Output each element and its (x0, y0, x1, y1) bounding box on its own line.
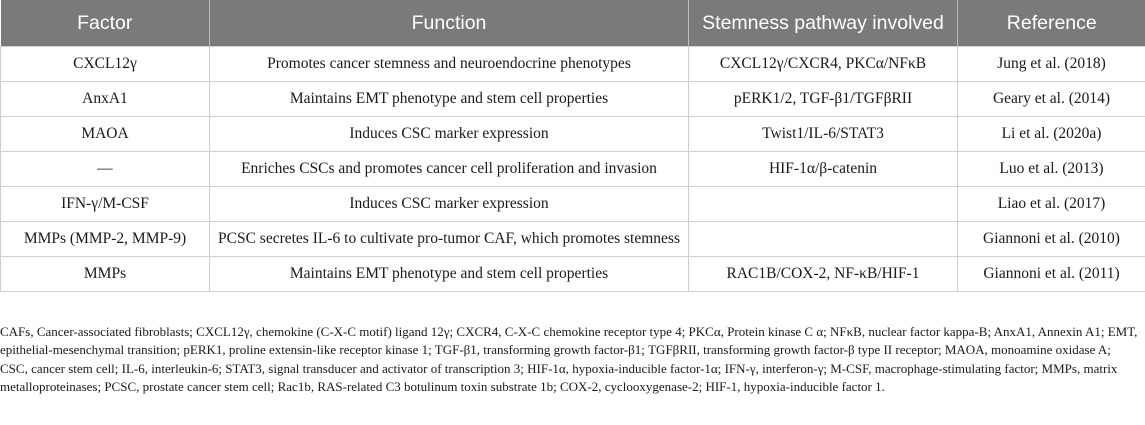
cell-function: Maintains EMT phenotype and stem cell properties (210, 257, 689, 292)
table-row (1, 222, 1145, 257)
cell-pathway: RAC1B/COX-2, NF-κB/HIF-1 (689, 257, 958, 292)
cell-factor: MAOA (1, 117, 210, 152)
cell-factor: CXCL12γ (1, 47, 210, 82)
header-pathway: Stemness pathway involved (689, 0, 958, 47)
cell-reference: Giannoni et al. (2011) (958, 257, 1145, 292)
cell-reference: Luo et al. (2013) (958, 152, 1145, 187)
cell-pathway (689, 187, 958, 222)
cell-factor: IFN-γ/M-CSF (1, 187, 210, 222)
header-factor: Factor (1, 0, 210, 47)
cell-factor: — (1, 152, 210, 187)
table-row (1, 152, 1145, 187)
cell-pathway (689, 222, 958, 257)
table-row (1, 187, 1145, 222)
cell-function: Enriches CSCs and promotes cancer cell proliferation and invasion (210, 152, 689, 187)
cell-function: Promotes cancer stemness and neuroendocrine phenotypes (210, 47, 689, 82)
cell-pathway: CXCL12γ/CXCR4, PKCα/NFκB (689, 47, 958, 82)
cell-reference: Li et al. (2020a) (958, 117, 1145, 152)
header-row (1, 0, 1145, 47)
cell-factor: MMPs (MMP-2, MMP-9) (1, 222, 210, 257)
cell-function: PCSC secretes IL-6 to cultivate pro-tumor CAF, which promotes stemness (210, 222, 689, 257)
cell-reference: Liao et al. (2017) (958, 187, 1145, 222)
cell-reference: Jung et al. (2018) (958, 47, 1145, 82)
header-reference: Reference (958, 0, 1145, 47)
cell-function: Maintains EMT phenotype and stem cell properties (210, 82, 689, 117)
table-row (1, 117, 1145, 152)
cell-factor: MMPs (1, 257, 210, 292)
cell-reference: Geary et al. (2014) (958, 82, 1145, 117)
table-row (1, 47, 1145, 82)
table-row (1, 257, 1145, 292)
table-footnote: CAFs, Cancer-associated fibroblasts; CXCL12γ, chemokine (C-X-C motif) ligand 12γ; CXCR4, C-X-C chemokine receptor type 4; PKCα, Protein kinase C α; NFκB, nuclear factor kappa-B; AnxA1, Annexin A1; EMT, epithelial-mesenchymal transition; pERK1, proline extensin-like receptor kinase 1; TGF-β1, transforming growth factor-β1; TGFβRII, transforming growth factor-β type II receptor; MAOA, monoamine oxidase A; CSC, cancer stem cell; IL-6, interleukin-6; STAT3, signal transducer and activator of transcription 3; HIF-1α, hypoxia-inducible factor-1α; IFN-γ, interferon-γ; M-CSF, macrophage-stimulating factor; MMPs, matrix metalloproteinases; PCSC, prostate cancer stem cell; Rac1b, RAS-related C3 botulinum toxin substrate 1b; COX-2, cyclooxygenase-2; HIF-1, hypoxia-inducible factor 1. (0, 324, 1138, 394)
table-row (1, 82, 1145, 117)
cell-factor: AnxA1 (1, 82, 210, 117)
cell-reference: Giannoni et al. (2010) (958, 222, 1145, 257)
cell-pathway: HIF-1α/β-catenin (689, 152, 958, 187)
cell-function: Induces CSC marker expression (210, 117, 689, 152)
header-function: Function (210, 0, 689, 47)
cell-pathway: pERK1/2, TGF-β1/TGFβRII (689, 82, 958, 117)
cell-pathway: Twist1/IL-6/STAT3 (689, 117, 958, 152)
cell-function: Induces CSC marker expression (210, 187, 689, 222)
